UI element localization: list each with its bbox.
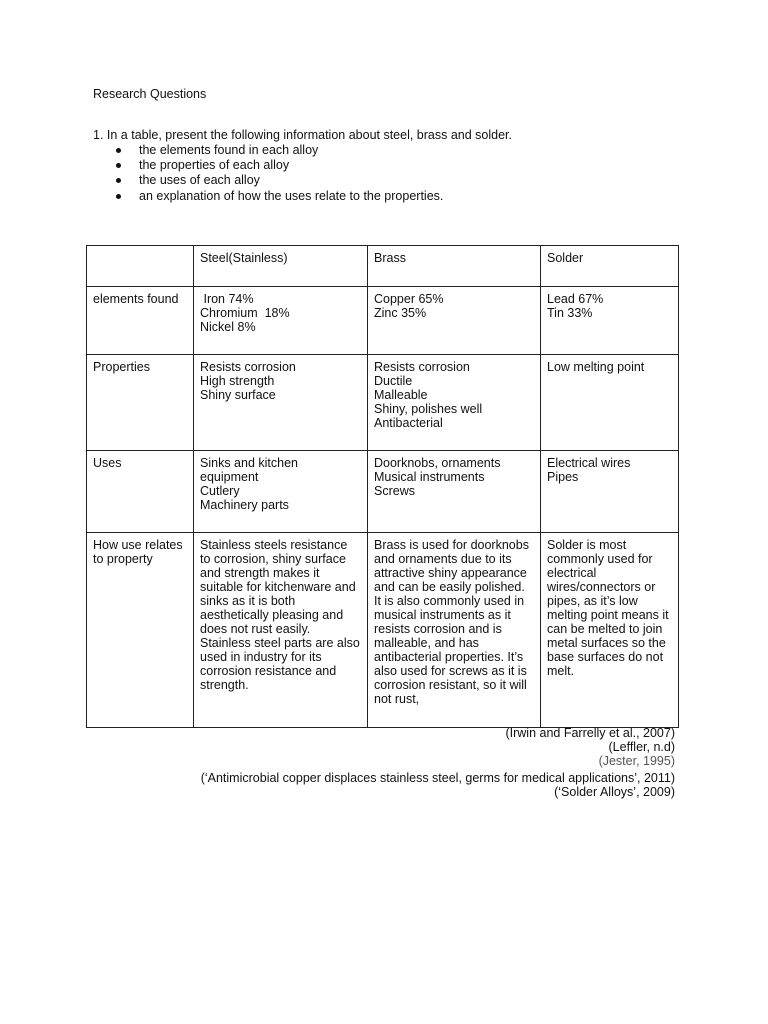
steel-cell: Sinks and kitchen equipment Cutlery Machinery parts [194,451,368,533]
table-row [87,533,679,728]
brass-cell: Brass is used for doorknobs and ornaments due to its attractive shiny appearance and can be easily polished. It is also commonly used in musical instruments as it resists corrosion and is malleable, and has antibacterial properties. It’s also used for screws as it is corrosion resistant, so it will not rust, [368,533,541,728]
header-cell-brass: Brass [368,246,541,287]
header-cell-solder: Solder [541,246,679,287]
reference-item: (Jester, 1995) [598,753,675,768]
table-header-row [87,246,679,287]
alloy-table [86,245,679,728]
bullet-dot-icon [116,178,121,183]
row-label: Properties [87,355,194,451]
table-row [87,451,679,533]
row-label: How use relates to property [87,533,194,728]
solder-cell: Solder is most commonly used for electrical wires/connectors or pipes, as it’s low melting point means it can be melted to join metal surfaces so the base surfaces do not melt. [541,533,679,728]
brass-cell: Doorknobs, ornaments Musical instruments Screws [368,451,541,533]
steel-cell: Iron 74% Chromium 18% Nickel 8% [194,287,368,355]
bullet-item: the uses of each alloy [93,173,443,188]
header-cell-steel: Steel(Stainless) [194,246,368,287]
bullet-dot-icon [116,148,121,153]
row-label: Uses [87,451,194,533]
steel-cell: Stainless steels resistance to corrosion, shiny surface and strength makes it suitable for kitchenware and sinks as it is both aesthetically pleasing and does not rust easily. Stainless steel parts are also used in industry for its corrosion resistance and strength. [194,533,368,728]
header-cell-empty [87,246,194,287]
reference-item: (Irwin and Farrelly et al., 2007) [505,726,675,740]
reference-item: (‘Solder Alloys’, 2009) [554,785,675,800]
brass-cell: Copper 65% Zinc 35% [368,287,541,355]
steel-cell: Resists corrosion High strength Shiny surface [194,355,368,451]
reference-item: (Leffler, n.d) [608,739,675,754]
bullet-item: the properties of each alloy [93,158,443,173]
row-label: elements found [87,287,194,355]
bullet-list [93,143,443,204]
bullet-item: an explanation of how the uses relate to the properties. [93,189,443,204]
solder-cell: Electrical wires Pipes [541,451,679,533]
bullet-item: the elements found in each alloy [93,143,443,158]
bullet-dot-icon [116,194,121,199]
question-text: 1. In a table, present the following information about steel, brass and solder. [93,128,513,142]
table-row [87,355,679,451]
section-heading: Research Questions [93,87,207,101]
solder-cell: Lead 67% Tin 33% [541,287,679,355]
brass-cell: Resists corrosion Ductile Malleable Shiny, polishes well Antibacterial [368,355,541,451]
table-row [87,287,679,355]
references [201,727,675,800]
reference-item: (‘Antimicrobial copper displaces stainless steel, germs for medical applications’, 2011) [200,771,675,786]
bullet-dot-icon [116,163,121,168]
solder-cell: Low melting point [541,355,679,451]
